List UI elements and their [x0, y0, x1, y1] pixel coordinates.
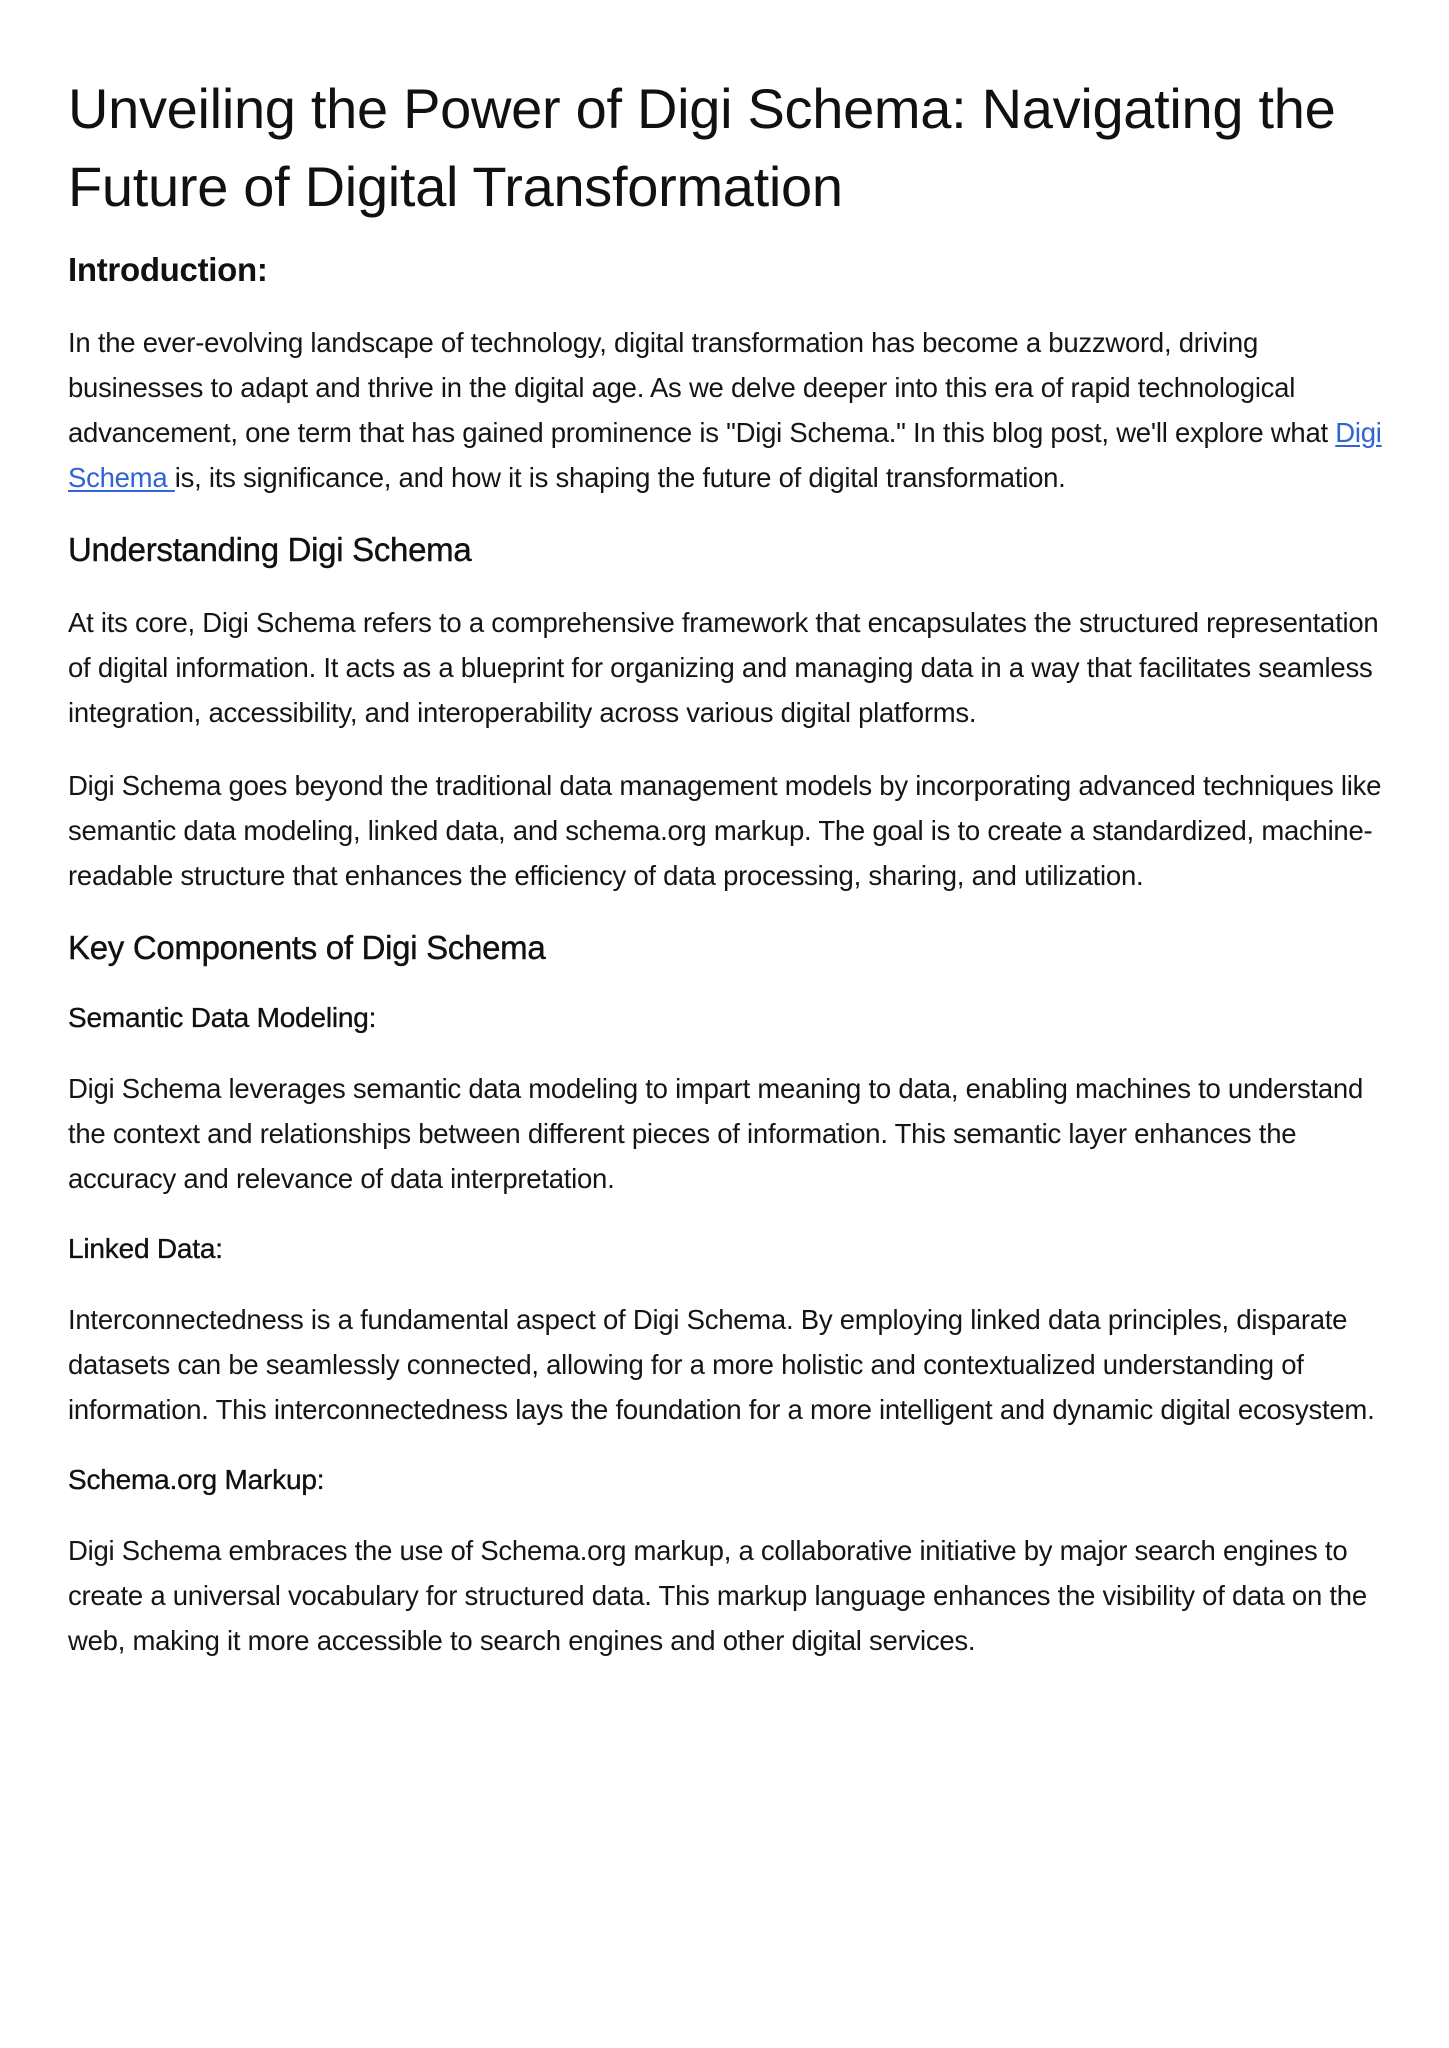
- schema-org-markup-heading: Schema.org Markup:: [68, 1464, 325, 1495]
- introduction-heading: Introduction:: [68, 251, 268, 288]
- page-title: Unveiling the Power of Digi Schema: Navigating the Future of Digital Transformation: [68, 77, 1336, 218]
- understanding-heading: Understanding Digi Schema: [68, 531, 472, 568]
- intro-text-before-link: In the ever-evolving landscape of technology, digital transformation has become a buzzword, driving businesses to adapt and thrive in the digital age. As we delve deeper into this era of rapid technological advancement, one term that has gained prominence is "Digi Schema." In this blog post, we'll explore what: [68, 327, 1336, 448]
- schema-org-markup-paragraph: Digi Schema embraces the use of Schema.org markup, a collaborative initiative by major search engines to create a universal vocabulary for structured data. This markup language enhances the visibility of data on the web, making it more accessible to search engines and other digital services.: [68, 1535, 1367, 1656]
- understanding-paragraph-2: Digi Schema goes beyond the traditional data management models by incorporating advanced techniques like semantic data modeling, linked data, and schema.org markup. The goal is to create a standardized, machine-readable structure that enhances the efficiency of data processing, sharing, and utilization.: [68, 770, 1382, 891]
- key-components-heading: Key Components of Digi Schema: [68, 929, 546, 966]
- intro-text-after-link: is, its significance, and how it is shaping the future of digital transformation.: [174, 462, 1066, 493]
- understanding-paragraph-1: At its core, Digi Schema refers to a comprehensive framework that encapsulates the structured representation of digital information. It acts as a blueprint for organizing and managing data in a way that facilitates seamless integration, accessibility, and interoperability across various digital platforms.: [68, 607, 1379, 728]
- introduction-paragraph: [68, 320, 1398, 500]
- semantic-data-modeling-heading: Semantic Data Modeling:: [68, 1002, 377, 1033]
- linked-data-heading: Linked Data:: [68, 1233, 223, 1264]
- linked-data-paragraph: Interconnectedness is a fundamental aspect of Digi Schema. By employing linked data principles, disparate datasets can be seamlessly connected, allowing for a more holistic and contextualized understanding of information. This interconnectedness lays the foundation for a more intelligent and dynamic digital ecosystem.: [68, 1304, 1375, 1425]
- semantic-data-modeling-paragraph: Digi Schema leverages semantic data modeling to impart meaning to data, enabling machines to understand the context and relationships between different pieces of information. This semantic layer enhances the accuracy and relevance of data interpretation.: [68, 1073, 1364, 1194]
- digi-schema-link[interactable]: Digi Schema: [68, 417, 1382, 493]
